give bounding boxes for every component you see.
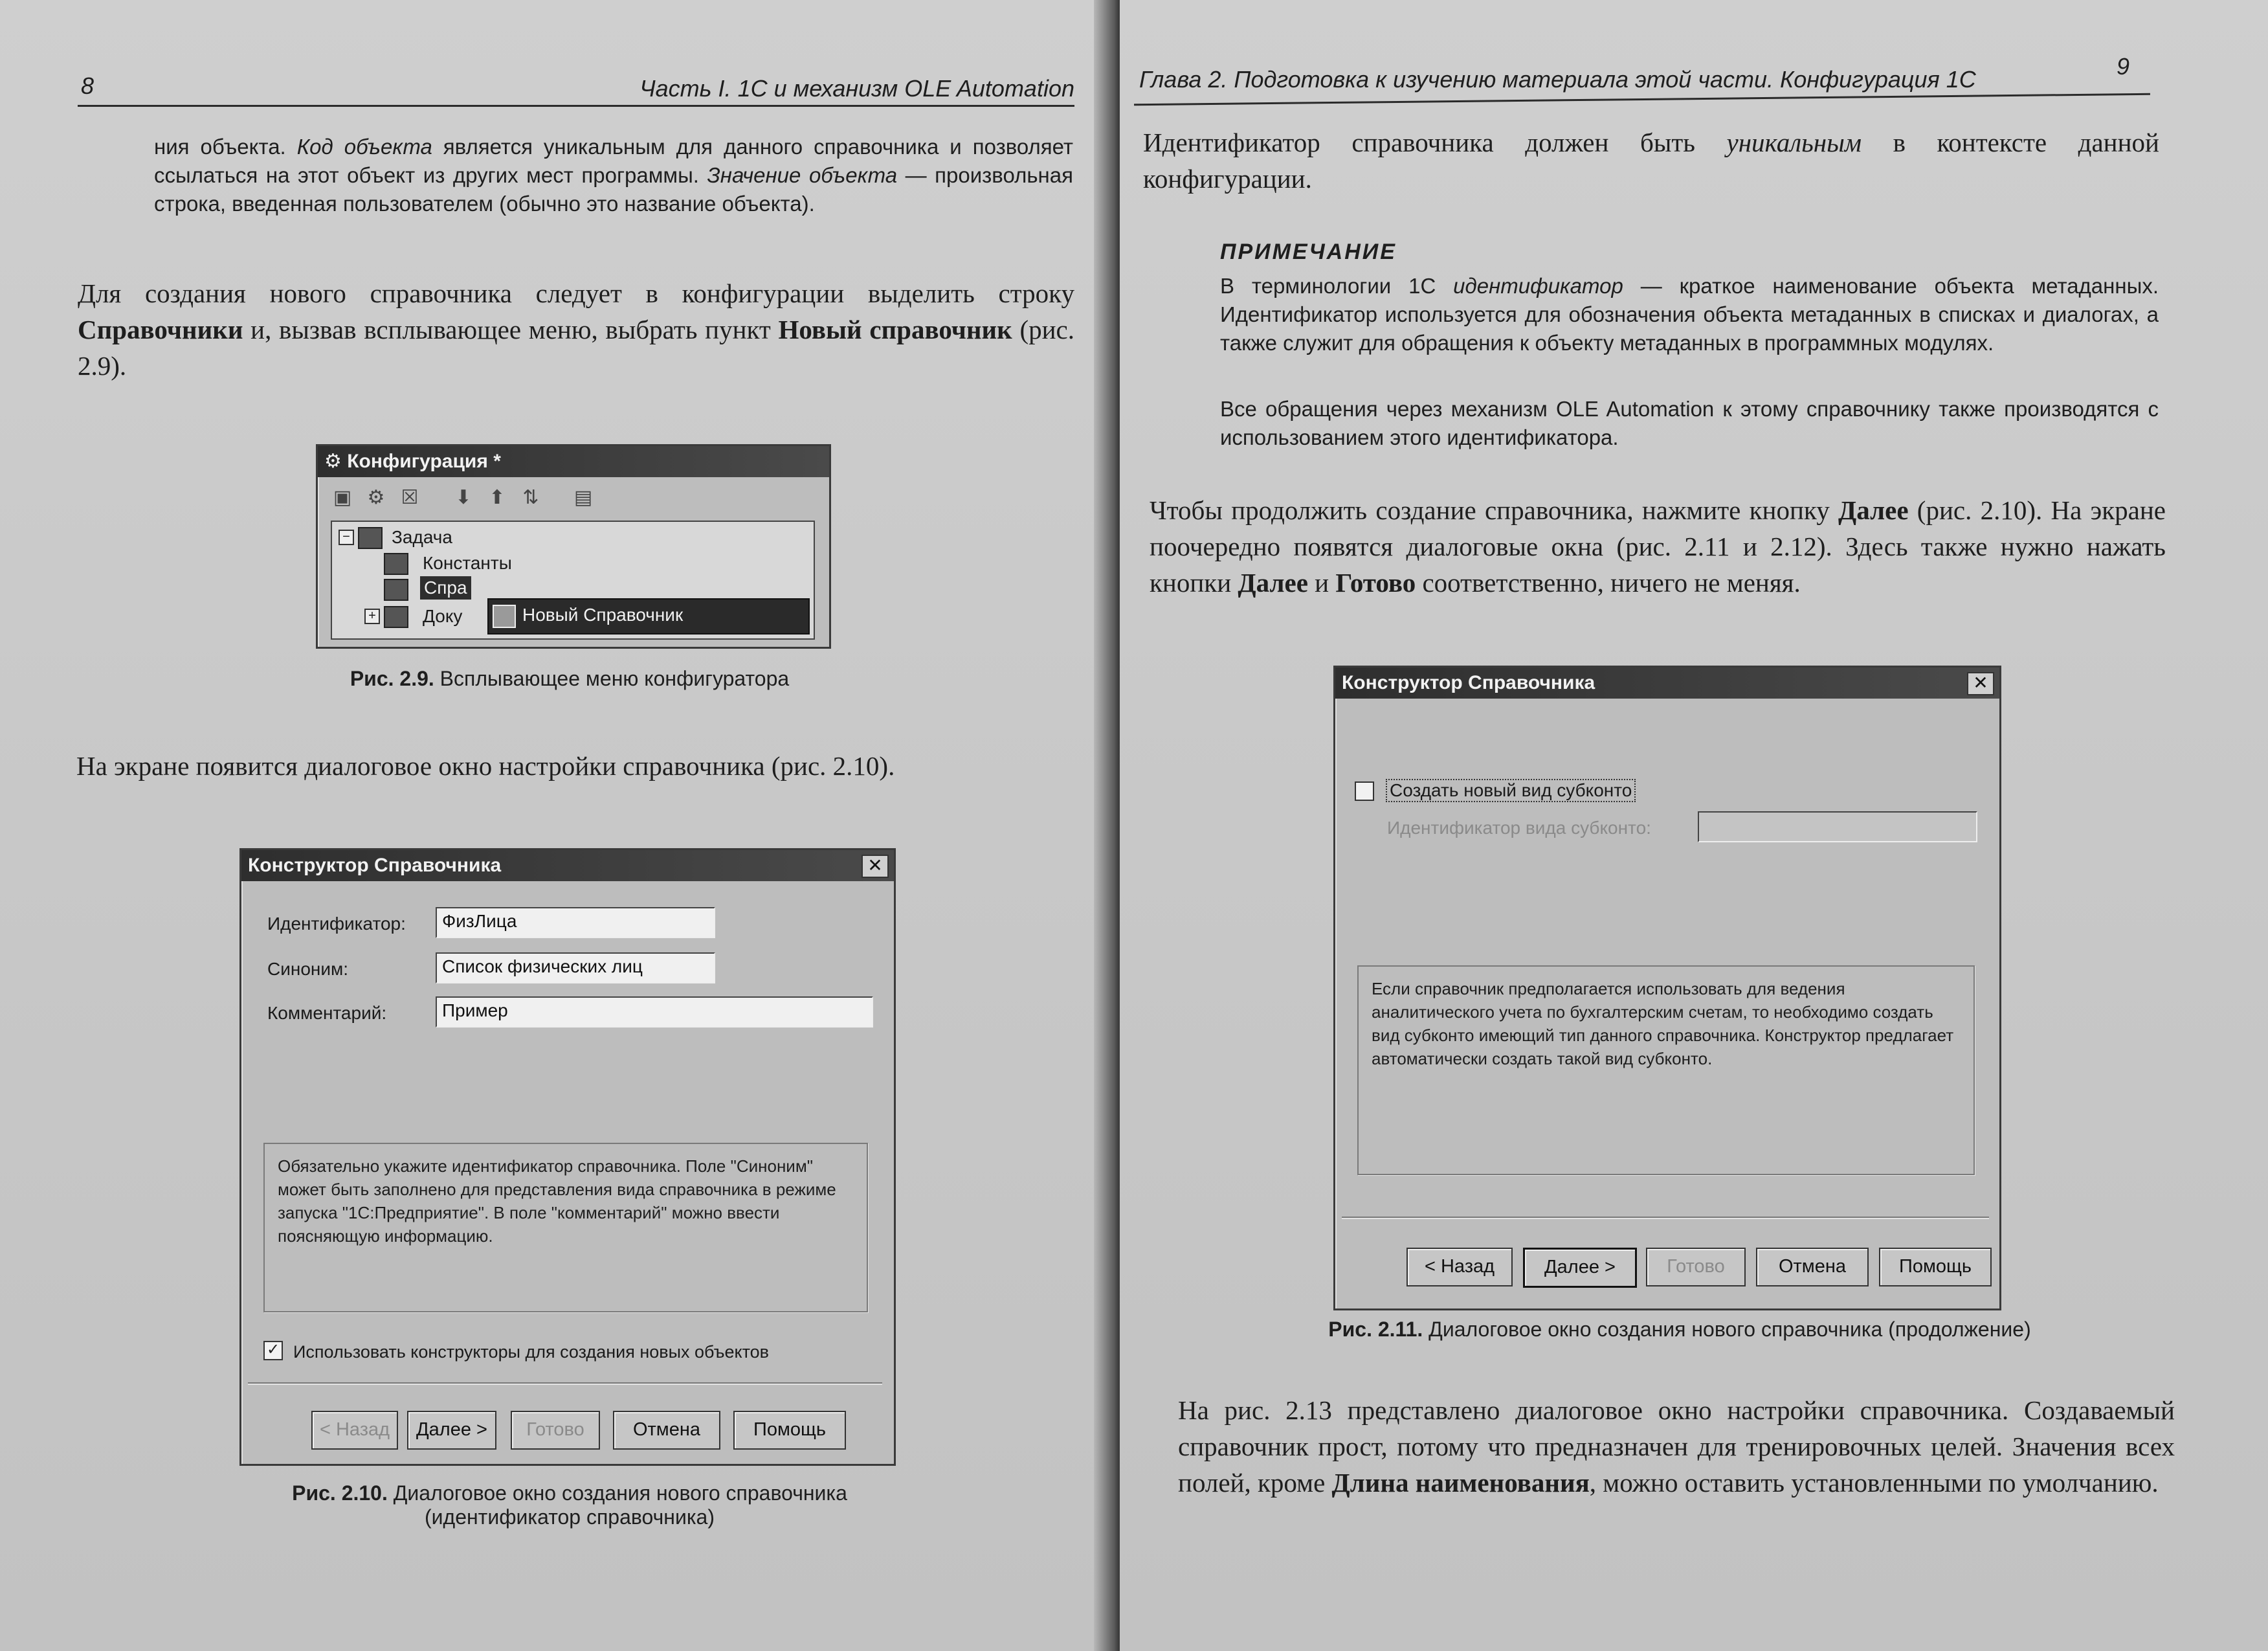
- new-icon[interactable]: ▣: [333, 487, 352, 508]
- description-icon[interactable]: ▤: [573, 487, 593, 508]
- hint-text: Обязательно укажите идентификатор справочника. Поле "Синоним" может быть заполнено для представления вида справочника в режиме запуска "1С:Предприятие". В поле "комментарий" можно ввести поясняющую информацию.: [278, 1156, 836, 1246]
- cancel-button[interactable]: Отмена: [613, 1411, 720, 1450]
- caption-text-line2: (идентификатор справочника): [424, 1505, 715, 1529]
- window-titlebar: [318, 446, 829, 477]
- use-constructors-label: Использовать конструкторы для создания новых объектов: [293, 1342, 770, 1362]
- close-icon[interactable]: ✕: [1967, 672, 1994, 695]
- page-number: 8: [81, 73, 94, 99]
- delete-icon[interactable]: ☒: [401, 487, 419, 508]
- synonym-label: Синоним:: [267, 959, 349, 979]
- caption-text: Диалоговое окно создания нового справочника (продолжение): [1423, 1318, 2031, 1341]
- note-paragraph: В терминологии 1С идентификатор — краткое наименование объекта метаданных. Идентификатор используется для обозначения объекта метаданных в списках и диалогах, а также служит для обращения к объекту метаданных в программных модулях.: [1220, 274, 2159, 355]
- note-paragraph: Все обращения через механизм OLE Automation к этому справочнику также производятся с использованием этого идентификатора.: [1220, 397, 2159, 449]
- catalog-wizard-window: [1333, 666, 2001, 1310]
- new-catalog-icon: [493, 605, 516, 628]
- header-rule: [1134, 93, 2150, 106]
- subconto-identifier-label: Идентификатор вида субконто:: [1387, 818, 1651, 838]
- left-page: [0, 0, 1110, 1651]
- constants-icon: [384, 553, 408, 575]
- paragraph: На рис. 2.13 представлено диалоговое окно настройки справочника. Создаваемый справочник прост, потому что предназначен для тренировочных целей. Значения всех полей, кроме Длина наименования, можно оставить установленными по умолчанию.: [1178, 1395, 2175, 1498]
- help-button[interactable]: Помощь: [733, 1411, 846, 1450]
- catalogs-icon: [384, 579, 408, 601]
- tree-expander[interactable]: +: [364, 609, 380, 624]
- running-head: Глава 2. Подготовка к изучению материала этой части. Конфигурация 1С: [1139, 66, 1976, 93]
- back-button[interactable]: < Назад: [1406, 1248, 1513, 1286]
- subconto-identifier-input[interactable]: [1698, 811, 1977, 842]
- context-menu: [487, 598, 810, 635]
- caption-number: Рис. 2.11.: [1328, 1318, 1423, 1341]
- move-down-icon[interactable]: ⬇: [455, 487, 472, 508]
- window-title: Конфигурация *: [347, 451, 501, 472]
- caption-text: Всплывающее меню конфигуратора: [434, 667, 790, 690]
- caption-number: Рис. 2.10.: [292, 1481, 388, 1505]
- configuration-window: [316, 444, 831, 649]
- window-titlebar: [1335, 668, 1999, 699]
- tree-item-constants[interactable]: Константы: [423, 553, 512, 573]
- identifier-input[interactable]: ФизЛица: [436, 907, 715, 938]
- figure-caption: [194, 667, 945, 691]
- paragraph: На экране появится диалоговое окно настройки справочника (рис. 2.10).: [76, 751, 895, 781]
- separator: [248, 1382, 882, 1384]
- task-icon: [358, 527, 383, 549]
- caption-number: Рис. 2.9.: [350, 667, 434, 690]
- caption-text: Диалоговое окно создания нового справочника: [387, 1481, 847, 1505]
- help-button[interactable]: Помощь: [1879, 1248, 1992, 1286]
- right-page: [1120, 0, 2268, 1651]
- identifier-label: Идентификатор:: [267, 914, 406, 934]
- properties-icon[interactable]: ⚙: [367, 487, 385, 508]
- paragraph: Чтобы продолжить создание справочника, нажмите кнопку Далее (рис. 2.10). На экране поочередно появятся диалоговые окна (рис. 2.11 и 2.12). Здесь также нужно нажать кнопки Далее и Готово соответственно, ничего не меняя.: [1150, 495, 2166, 598]
- cancel-button[interactable]: Отмена: [1756, 1248, 1869, 1286]
- finish-button[interactable]: Готово: [511, 1411, 600, 1450]
- documents-icon: [384, 606, 408, 628]
- window-title: Конструктор Справочника: [248, 855, 502, 876]
- back-button[interactable]: < Назад: [311, 1411, 398, 1450]
- menu-item-new-catalog[interactable]: Новый Справочник: [522, 605, 684, 625]
- create-subconto-checkbox[interactable]: [1355, 781, 1374, 801]
- tree-item-catalogs[interactable]: Спра: [420, 576, 471, 600]
- note-continuation: ния объекта. Код объекта является уникальным для данного справочника и позволяет ссылаться на этот объект из других мест программы. Значение объекта — произвольная строка, введенная пользователем (обычно это название объекта).: [154, 135, 1073, 216]
- tree-item-task[interactable]: Задача: [392, 527, 452, 547]
- next-button[interactable]: Далее >: [1523, 1248, 1637, 1288]
- window-title: Конструктор Справочника: [1342, 672, 1595, 693]
- close-icon[interactable]: ✕: [862, 855, 889, 878]
- running-head: Часть I. 1С и механизм OLE Automation: [639, 75, 1074, 102]
- create-subconto-label[interactable]: Создать новый вид субконто: [1386, 779, 1636, 802]
- paragraph: Для создания нового справочника следует в конфигурации выделить строку Справочники и, вызвав всплывающее меню, выбрать пункт Новый справочник (рис. 2.9).: [78, 278, 1074, 381]
- page-number: 9: [2117, 53, 2130, 80]
- finish-button[interactable]: Готово: [1646, 1248, 1746, 1286]
- comment-input[interactable]: Пример: [436, 996, 873, 1028]
- use-constructors-checkbox[interactable]: ✓: [263, 1341, 283, 1360]
- sort-icon[interactable]: ⇅: [522, 487, 539, 508]
- window-icon: ⚙: [324, 451, 348, 472]
- figure-caption: [194, 1481, 945, 1529]
- window-titlebar: [241, 850, 894, 881]
- figure-caption: [1217, 1318, 2142, 1342]
- catalog-wizard-window: [239, 848, 896, 1466]
- tree-expander[interactable]: −: [339, 530, 354, 545]
- note-title: ПРИМЕЧАНИЕ: [1220, 240, 1397, 264]
- paragraph: Идентификатор справочника должен быть уникальным в контексте данной конфигурации.: [1143, 128, 2159, 194]
- move-up-icon[interactable]: ⬆: [489, 487, 506, 508]
- tree-item-documents[interactable]: Доку: [423, 606, 463, 626]
- comment-label: Комментарий:: [267, 1003, 387, 1023]
- metadata-tree: [331, 521, 815, 640]
- synonym-input[interactable]: Список физических лиц: [436, 952, 715, 983]
- hint-text: Если справочник предполагается использовать для ведения аналитического учета по бухгалтерским счетам, то необходимо создать вид субконто имеющий тип данного справочника. Конструктор предлагает автоматически создать такой вид субконто.: [1372, 979, 1954, 1068]
- next-button[interactable]: Далее >: [407, 1411, 496, 1450]
- header-rule: [78, 105, 1074, 107]
- separator: [1342, 1217, 1989, 1218]
